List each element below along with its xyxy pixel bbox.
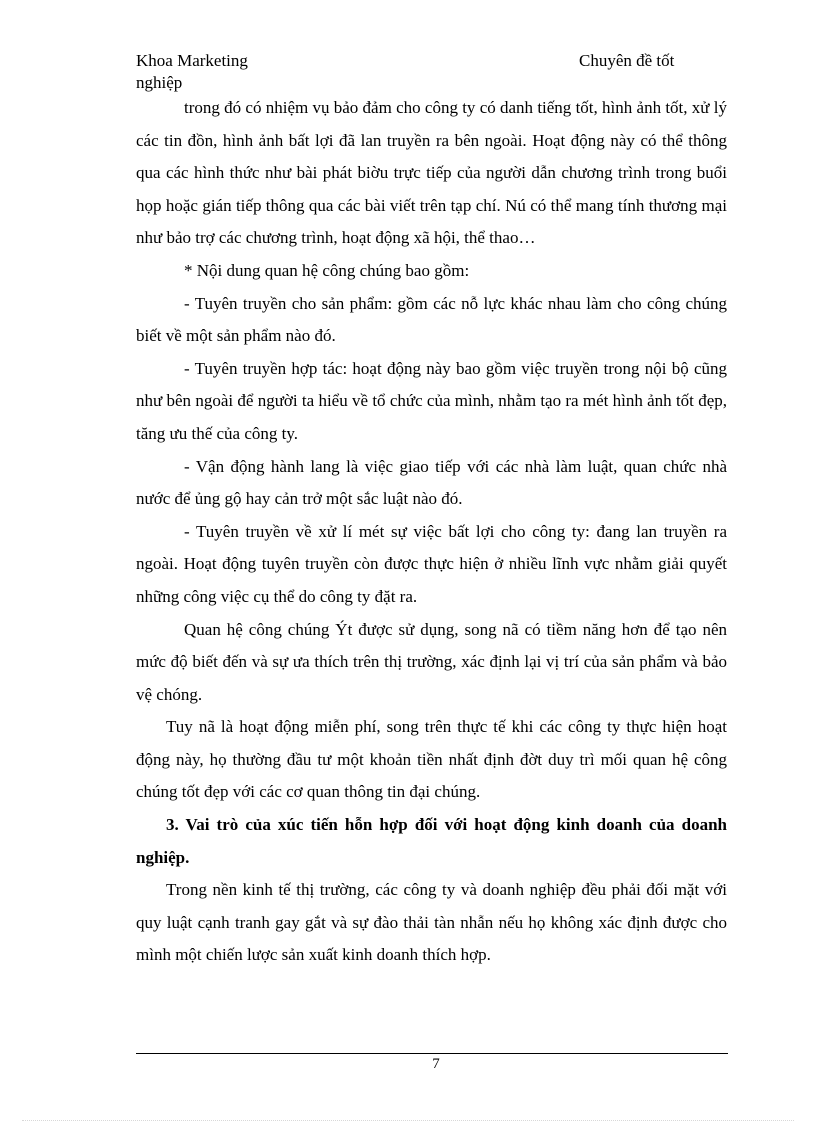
header-document-type-continued: nghiệp	[136, 73, 183, 92]
paragraph-pr-contents-heading: * Nội dung quan hệ công chúng bao gồm:	[184, 260, 470, 280]
paragraph-pr-duties: trong đó có nhiệm vụ bảo đảm cho công ty có danh tiếng tốt, hình ảnh tốt, xử lý các tin đồn, hình ảnh bất lợi đã lan truyền ra bên ngoài. Hoạt động này có thể thông qua các hình thức như bài phát biờu trực tiếp của người dẫn chương trình trong buổi họp hoặc gián tiếp thông qua các bài viết trên tạp chí. Nú có thể mang tính thương mại như bảo trợ các chương trình, hoạt động xã hội, thể thao…	[136, 98, 727, 248]
section-heading-3: 3. Vai trò của xúc tiến hỗn hợp đối với hoạt động kinh doanh của doanh nghiệp.	[136, 815, 727, 867]
page-number: 7	[432, 1056, 440, 1072]
footer-rule	[136, 1053, 728, 1054]
paragraph-market-competition: Trong nền kinh tế thị trường, các công ty và doanh nghiệp đều phải đối mặt với quy luật cạnh tranh gay gắt và sự đào thải tàn nhẫn nếu họ không xác định được cho mình một chiến lược sản xuất kinh doanh thích hợp.	[136, 880, 727, 965]
page-body	[136, 92, 727, 972]
paragraph-lobbying: - Vận động hành lang là việc giao tiếp với các nhà làm luật, quan chức nhà nước để ủng gộ hay cản trở một sắc luật nào đó.	[136, 456, 727, 509]
paragraph-pr-cost: Tuy nã là hoạt động miễn phí, song trên thực tế khi các công ty thực hiện hoạt động này, họ thường đầu tư một khoản tiền nhất định đờt duy trì mối quan hệ công chúng tốt đẹp với các cơ quan thông tin đại chúng.	[136, 717, 727, 802]
paragraph-pr-potential: Quan hệ công chúng Ýt được sử dụng, song nã có tiềm năng hơn để tạo nên mức độ biết đến và sự ưa thích trên thị trường, xác định lại vị trí của sản phẩm và bảo vệ chóng.	[136, 619, 727, 704]
header-department: Khoa Marketing	[136, 51, 248, 70]
paragraph-crisis-communication: - Tuyên truyền về xử lí mét sự việc bất lợi cho công ty: đang lan truyền ra ngoài. Hoạt động tuyên truyền còn được thực hiện ở nhiều lĩnh vực nhằm giải quyết những công việc cụ thể do công ty đặt ra.	[136, 521, 727, 606]
header-document-type: Chuyên đề tốt	[579, 51, 675, 70]
paragraph-product-publicity: - Tuyên truyền cho sản phẩm: gồm các nỗ lực khác nhau làm cho công chúng biết về một sản phẩm nào đó.	[136, 293, 727, 346]
page-bottom-edge	[22, 1120, 794, 1121]
paragraph-corporate-communication: - Tuyên truyền hợp tác: hoạt động này bao gồm việc truyền trong nội bộ cũng như bên ngoài để người ta hiểu về tổ chức của mình, nhằm tạo ra mét hình ảnh tốt đẹp, tăng ưu thế của công ty.	[136, 358, 727, 443]
